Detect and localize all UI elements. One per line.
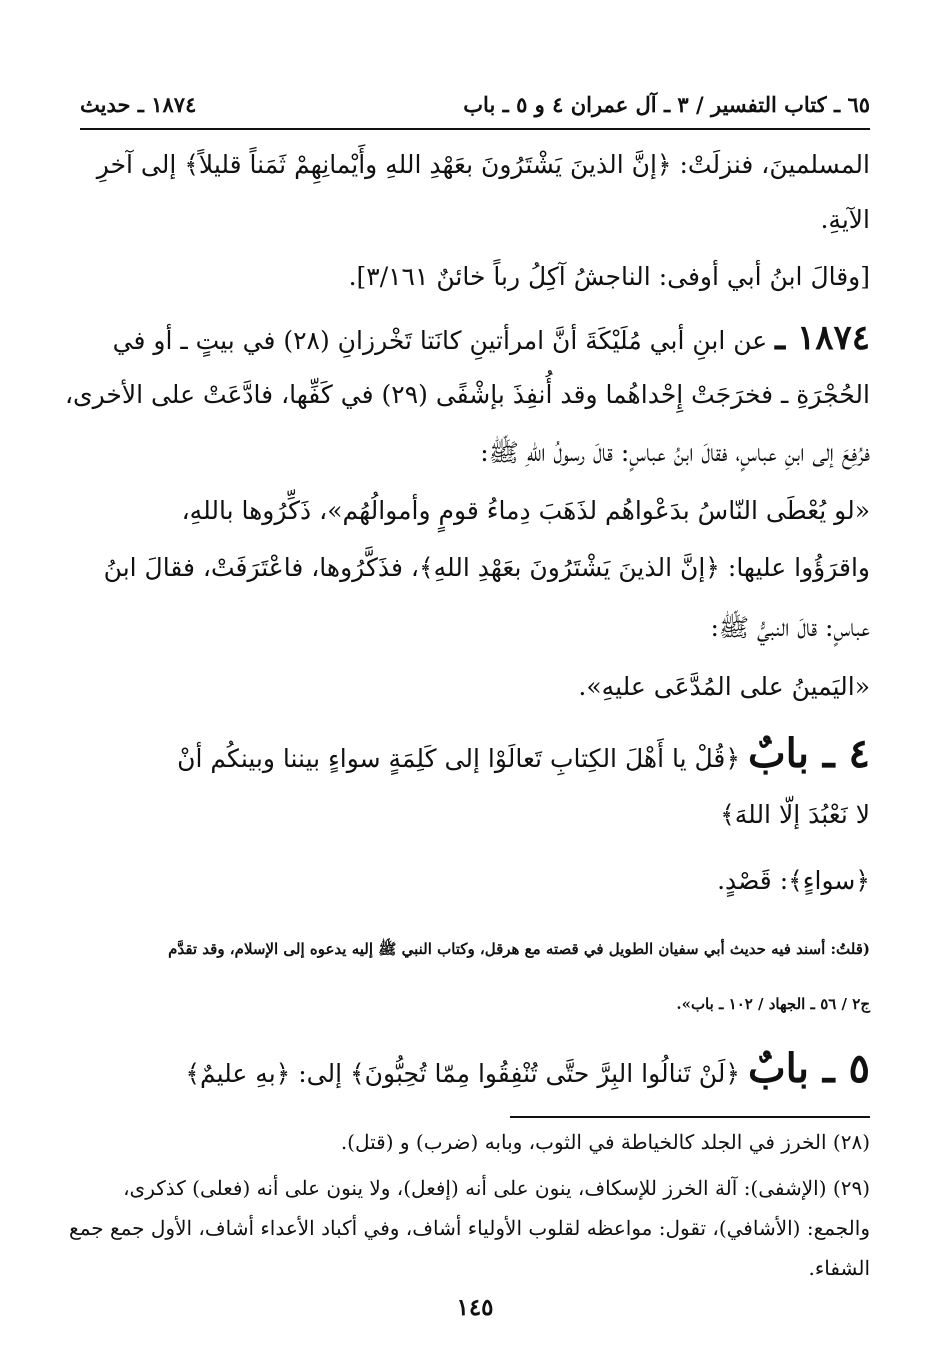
text-line: [وقالَ ابنُ أبي أوفى: الناجشُ آكِلُ رباً خائنٌ ٣/١٦١]. <box>348 262 870 291</box>
bab-title: ﴿لَنْ تَنالُوا البِرَّ حتَّى تُنْفِقُوا مِمّا تُحِبُّونَ﴾ إلى: ﴿بهِ عليمٌ﴾ <box>185 1059 741 1088</box>
text-line: الحُجْرَةِ ـ فخرَجَتْ إِحْداهُما وقد أُنفِذَ بإشْفًى (٢٩) في كَفِّها، فادَّعَتْ على الأخرى، <box>64 380 870 409</box>
text-line: ﴿سواءٍ﴾: قَصْدٍ. <box>717 866 870 895</box>
header-chapter: ٦٥ ـ كتاب التفسير / ٣ ـ آل عمران ٤ و ٥ ـ باب <box>463 92 870 117</box>
note-line: ج٢ / ٥٦ ـ الجهاد / ١٠٢ ـ باب». <box>676 995 870 1013</box>
hadith-text: عن ابنِ أبي مُلَيْكَةَ أنَّ امرأتينِ كانَتا تَخْرزانِ (٢٨) في بيتٍ ـ أو في <box>112 326 768 355</box>
footnote: (٢٨) الخرز في الجلد كالخياطة في الثوب، وبابه (ضرب) و (قتل). <box>340 1130 870 1154</box>
text-line: فرُفِعَ إلى ابنِ عباسٍ، فقالَ ابنُ عباسٍ: قالَ رسولُ اللهِ ﷺ: <box>480 438 870 467</box>
running-header <box>80 92 870 130</box>
footnote: (٢٩) (الإشفى): آلة الخرز للإسكاف، ينون على أنه (إفعل)، ولا ينون على أنه (فعلى) كذكرى، <box>123 1176 870 1200</box>
text-line: الآيةِ. <box>820 205 870 234</box>
note-line: (قلتُ: أسند فيه حديث أبي سفيان الطويل في قصته مع هرقل، وكتاب النبي ﷺ إليه يدعوه إلى الإسلام، وقد تقدَّم <box>168 940 870 958</box>
page-number: ١٤٥ <box>456 1294 494 1321</box>
text-line: لا نَعْبُدَ إلّا اللهَ﴾ <box>720 800 870 829</box>
hadith-1874-line <box>80 318 870 358</box>
bab-title: ﴿قُلْ يا أَهْلَ الكِتابِ تَعالَوْا إلى كَلِمَةٍ سواءٍ بيننا وبينكُم أنْ <box>177 744 741 773</box>
bab-label: ٥ ـ بابٌ <box>747 1045 870 1092</box>
footnote-separator <box>510 1116 870 1118</box>
bab-5-heading <box>80 1045 870 1092</box>
bab-label: ٤ ـ بابٌ <box>747 730 870 777</box>
book-page <box>64 0 870 1358</box>
text-line: المسلمينَ، فنزلَتْ: ﴿إنَّ الذينَ يَشْتَرُونَ بعَهْدِ اللهِ وأَيْمانِهِمْ ثَمَناً قليلاً﴾ إلى آخرِ <box>96 150 870 179</box>
header-hadith-number: ١٨٧٤ ـ حديث <box>80 92 197 117</box>
text-line: «اليَمينُ على المُدَّعَى عليهِ». <box>578 672 870 701</box>
bab-4-heading <box>80 730 870 777</box>
footnote: الشفاء. <box>808 1256 870 1280</box>
footnote: والجمع: (الأشافي)، تقول: مواعظه لقلوب الأولياء أشاف، وفي أكباد الأعداء أشاف، الأول جمع جمع <box>69 1216 870 1240</box>
text-line: «لو يُعْطَى النّاسُ بدَعْواهُم لذَهَبَ دِماءُ قومٍ وأموالُهُم»، ذَكِّرُوها باللهِ، <box>181 496 870 525</box>
text-line: واقرَؤُوا عليها: ﴿إنَّ الذينَ يَشْتَرُونَ بعَهْدِ اللهِ﴾، فذَكَّرُوها، فاعْتَرَفَتْ، فقالَ ابنُ <box>103 553 870 582</box>
text-line: عباسٍ: قالَ النبيُّ ﷺ: <box>710 613 870 642</box>
hadith-number: ١٨٧٤ ـ <box>775 318 870 358</box>
